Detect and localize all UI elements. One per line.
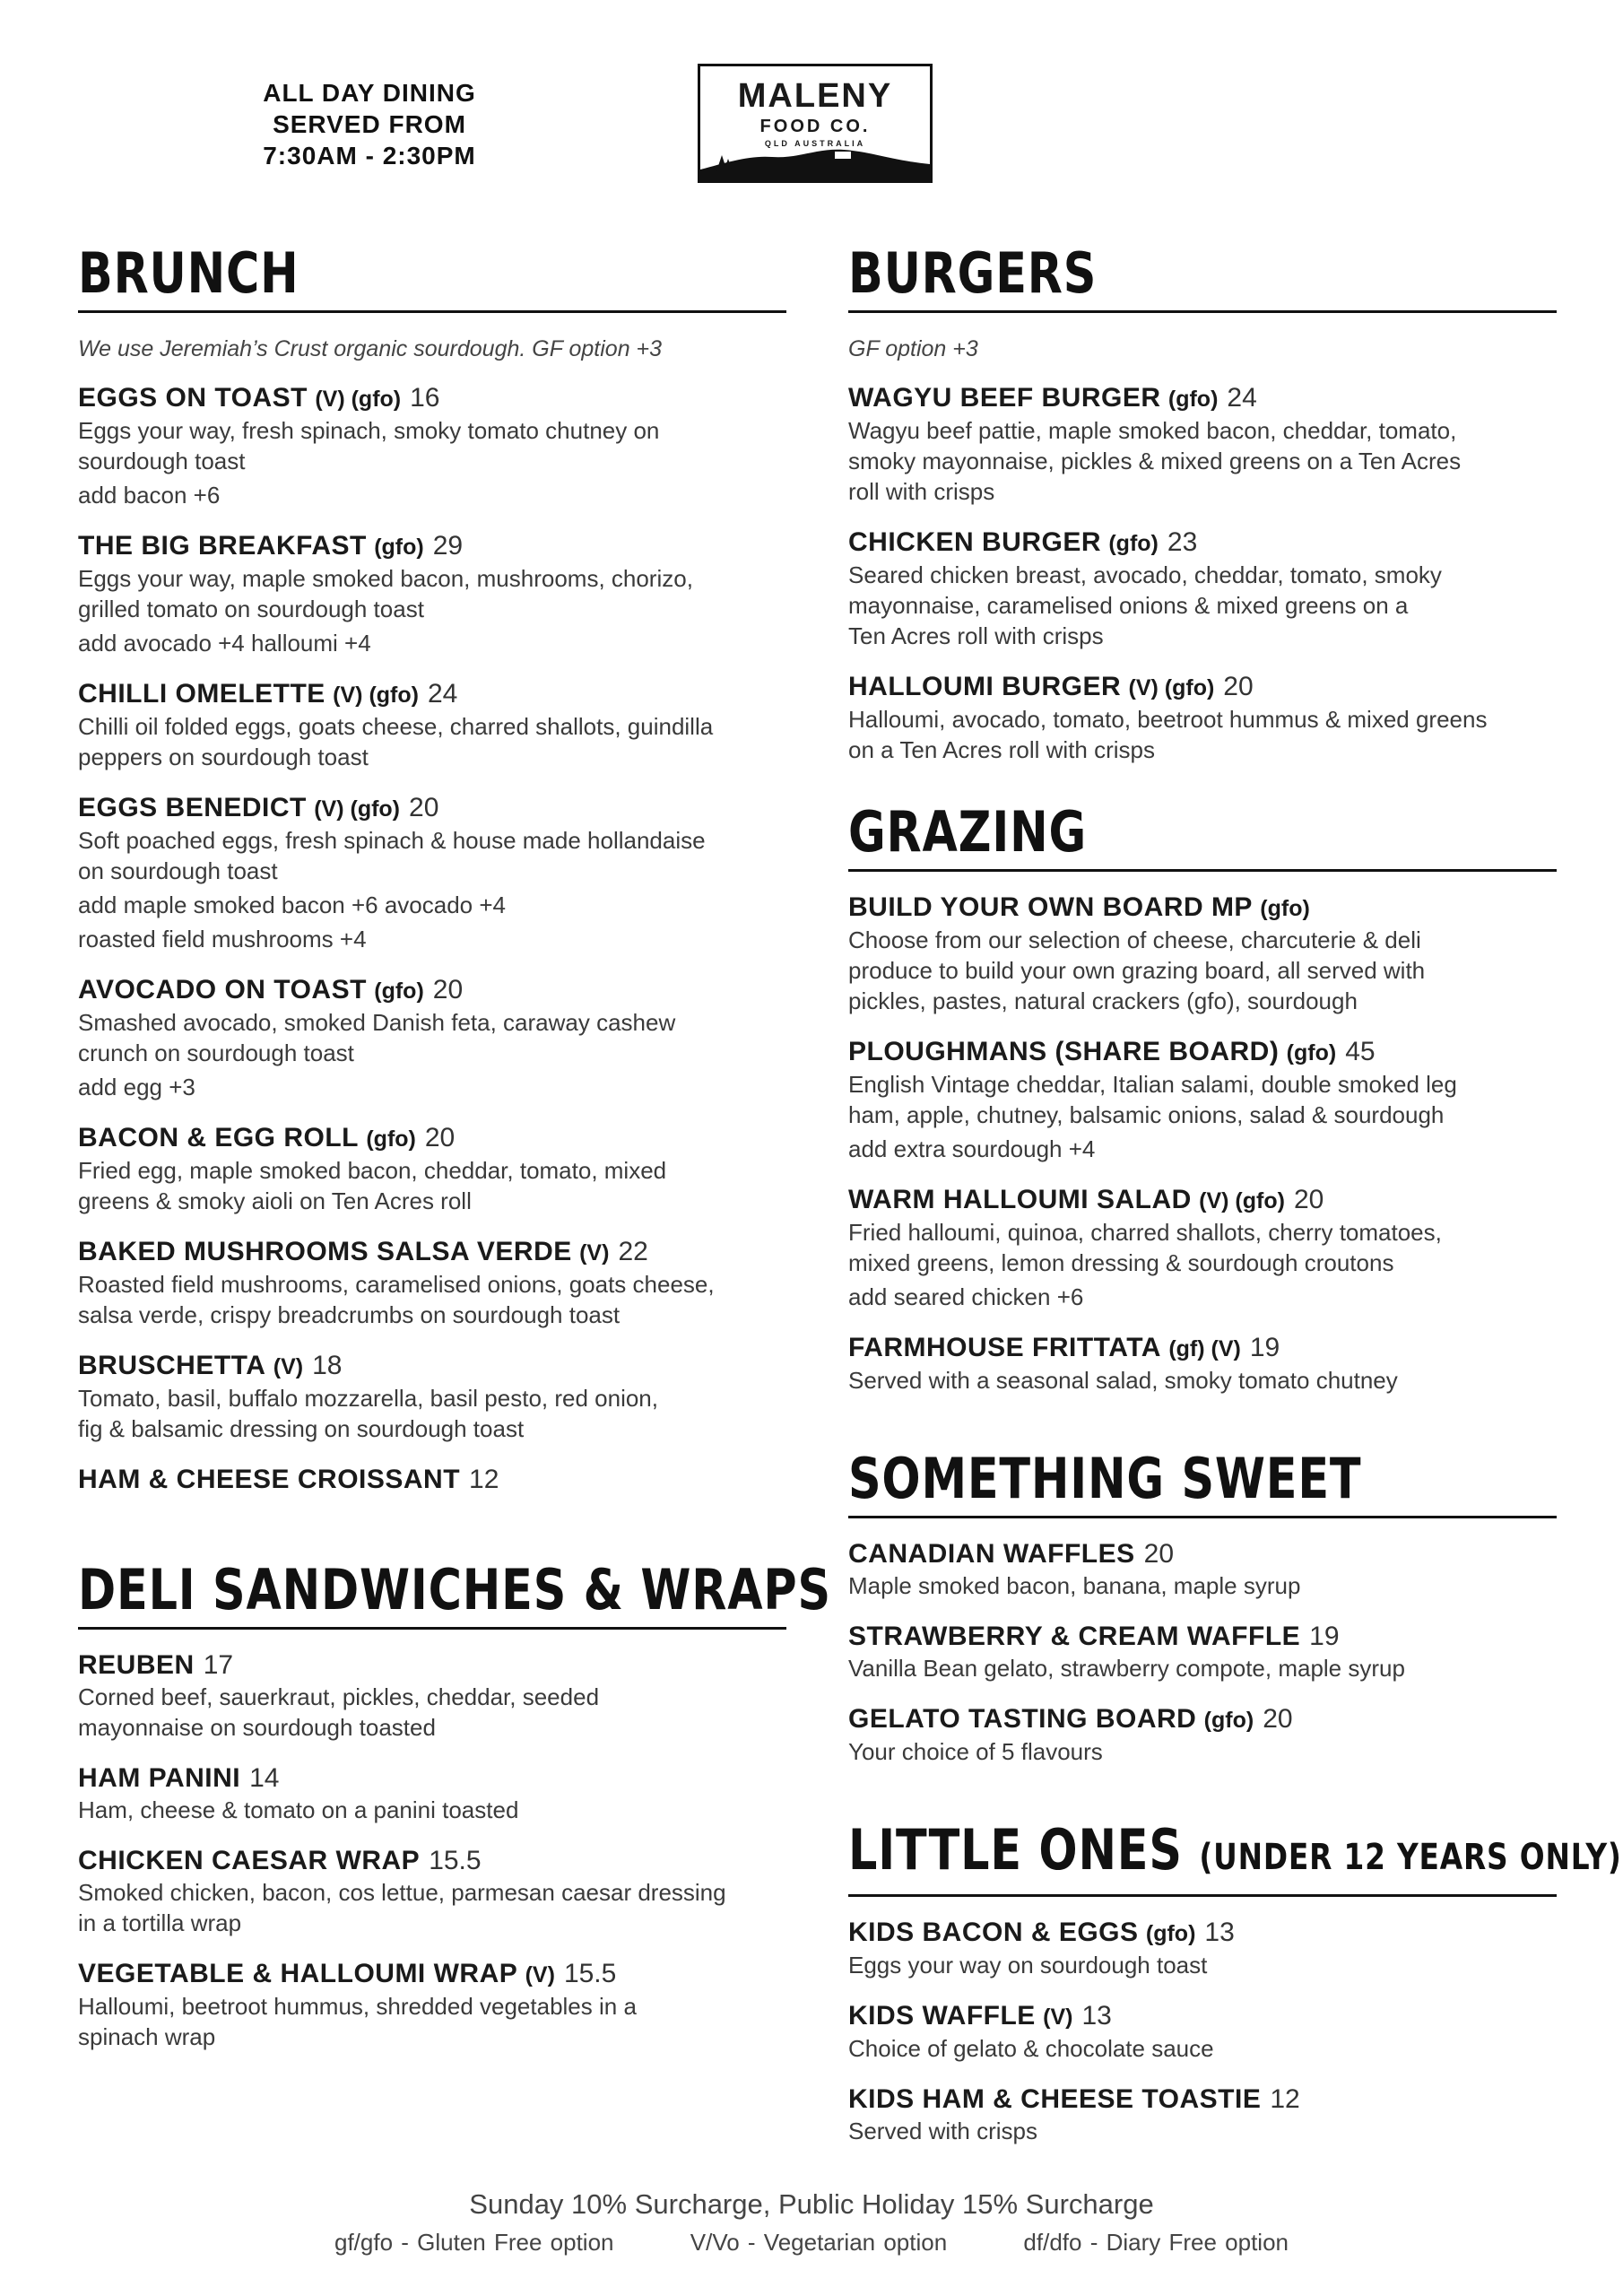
menu-item <box>848 1184 1557 1312</box>
section-title-text: LITTLE ONES <box>848 1817 1183 1883</box>
item-dietary-tags: (gfo) <box>1260 896 1310 921</box>
menu-item <box>78 1958 786 2052</box>
section-title <box>848 1448 1429 1510</box>
item-heading <box>848 1703 1557 1736</box>
item-add-on: roasted field mushrooms +4 <box>78 926 367 952</box>
section-brunch <box>78 242 786 1496</box>
item-dietary-tags: (V) <box>1043 2005 1073 2030</box>
item-heading <box>78 1845 786 1877</box>
item-dietary-tags: (V) <box>525 1962 555 1987</box>
item-heading <box>78 382 786 415</box>
item-dietary-tags: (gfo) <box>1203 1708 1254 1733</box>
cow-icon <box>835 152 851 159</box>
item-price: 17 <box>203 1650 234 1680</box>
section-title <box>848 801 1429 864</box>
hours-line: 7:30AM - 2:30PM <box>263 142 476 170</box>
item-heading <box>848 671 1557 704</box>
item-heading <box>848 1621 1557 1653</box>
section-subtitle: (UNDER 12 YEARS ONLY) <box>1199 1837 1622 1878</box>
item-dietary-tags: (V) (gfo) <box>1128 675 1215 700</box>
item-description: peppers on sourdough toast <box>78 744 369 770</box>
item-description: Choose from our selection of cheese, charcuterie & deli <box>848 926 1421 953</box>
section-note: GF option +3 <box>848 336 978 361</box>
item-description: greens & smoky aioli on Ten Acres roll <box>78 1187 472 1214</box>
item-name: HAM & CHEESE CROISSANT <box>78 1465 461 1494</box>
logo-sub: FOOD CO. <box>759 117 871 136</box>
item-dietary-tags: (gfo) <box>1167 387 1219 412</box>
item-description: Your choice of 5 flavours <box>848 1738 1103 1765</box>
logo-region: QLD AUSTRALIA <box>764 139 866 148</box>
item-description: Seared chicken breast, avocado, cheddar, tomato, smoky <box>848 561 1442 588</box>
item-description: mixed greens, lemon dressing & sourdough croutons <box>848 1249 1394 1276</box>
legend-vegetarian: V/Vo - Vegetarian option <box>690 2229 948 2256</box>
item-heading <box>78 1350 786 1383</box>
item-dietary-tags: (V) (gfo) <box>315 387 402 412</box>
menu-item <box>78 1845 786 1938</box>
section-title-text: BRUNCH <box>78 240 299 306</box>
item-price: 45 <box>1345 1037 1376 1066</box>
item-price: 20 <box>432 975 464 1004</box>
item-description: Ham, cheese & tomato on a panini toasted <box>78 1796 519 1823</box>
item-description: Served with a seasonal salad, smoky tomato chutney <box>848 1367 1398 1394</box>
menu-item <box>78 530 786 658</box>
item-description: salsa verde, crispy breadcrumbs on sourdough toast <box>78 1301 621 1328</box>
menu-item <box>78 1350 786 1444</box>
item-name: WAGYU BEEF BURGER <box>848 383 1161 413</box>
item-price: 12 <box>469 1465 499 1494</box>
item-heading <box>78 1236 786 1269</box>
item-price: 19 <box>1249 1333 1280 1362</box>
section-divider <box>848 1894 1557 1897</box>
item-dietary-tags: (gfo) <box>366 1126 416 1152</box>
item-description: fig & balsamic dressing on sourdough toast <box>78 1415 525 1442</box>
item-add-on: add avocado +4 halloumi +4 <box>78 630 371 657</box>
section-title <box>848 242 1429 305</box>
menu-item <box>848 2083 1557 2146</box>
item-description: on sourdough toast <box>78 857 278 884</box>
item-name: BAKED MUSHROOMS SALSA VERDE <box>78 1237 572 1266</box>
item-description: Halloumi, beetroot hummus, shredded vegetables in a <box>78 1993 637 2020</box>
section-divider <box>848 1516 1557 1518</box>
menu-item <box>78 1649 786 1743</box>
menu-item <box>848 891 1557 1016</box>
menu-item <box>78 382 786 510</box>
item-description: in a tortilla wrap <box>78 1909 242 1936</box>
section-something-sweet <box>848 1448 1557 1767</box>
item-description: Eggs your way, maple smoked bacon, mushrooms, chorizo, <box>78 565 693 592</box>
menu-item <box>78 1464 786 1496</box>
item-name: VEGETABLE & HALLOUMI WRAP <box>78 1959 518 1988</box>
item-name: AVOCADO ON TOAST <box>78 975 367 1004</box>
item-dietary-tags: (gfo) <box>1145 1921 1196 1946</box>
item-description: pickles, pastes, natural crackers (gfo), sourdough <box>848 987 1358 1014</box>
item-description: smoky mayonnaise, pickles & mixed greens on a Ten Acres <box>848 448 1462 474</box>
item-heading <box>78 1762 786 1795</box>
item-heading <box>78 1649 786 1682</box>
item-name: CHICKEN BURGER <box>848 527 1102 557</box>
item-heading <box>78 1464 786 1496</box>
item-price: 22 <box>618 1237 648 1266</box>
item-heading <box>848 526 1557 560</box>
menu-item <box>78 678 786 772</box>
item-description: Eggs your way, fresh spinach, smoky tomato chutney on <box>78 417 660 444</box>
menu-item <box>78 974 786 1102</box>
item-name: STRAWBERRY & CREAM WAFFLE <box>848 1622 1301 1651</box>
section-divider <box>848 869 1557 872</box>
item-price: 18 <box>312 1351 343 1380</box>
hours-line: SERVED FROM <box>273 110 466 138</box>
item-price: 20 <box>1143 1539 1175 1569</box>
item-name: HAM PANINI <box>78 1763 241 1793</box>
item-description: Halloumi, avocado, tomato, beetroot hummus & mixed greens <box>848 706 1488 733</box>
item-description: Ten Acres roll with crisps <box>848 622 1104 649</box>
item-heading <box>78 530 786 563</box>
item-price: 19 <box>1309 1622 1340 1651</box>
menu-item <box>848 1538 1557 1601</box>
item-price: 16 <box>410 383 440 413</box>
hours-line: ALL DAY DINING <box>263 79 476 107</box>
item-name: REUBEN <box>78 1650 195 1680</box>
menu-item <box>78 1762 786 1825</box>
section-title <box>78 1557 831 1622</box>
item-description: sourdough toast <box>78 448 246 474</box>
section-grazing <box>848 801 1557 1396</box>
item-dietary-tags: (V) (gfo) <box>1199 1188 1285 1213</box>
item-price: 20 <box>424 1123 456 1152</box>
item-description: Tomato, basil, buffalo mozzarella, basil pesto, red onion, <box>78 1385 658 1412</box>
item-description: Smoked chicken, bacon, cos lettue, parmesan caesar dressing <box>78 1879 726 1906</box>
section-divider <box>78 310 786 313</box>
item-name: KIDS HAM & CHEESE TOASTIE <box>848 2084 1262 2114</box>
item-description: Corned beef, sauerkraut, pickles, cheddar, seeded <box>78 1683 600 1710</box>
item-heading <box>78 974 786 1007</box>
menu-item <box>848 1621 1557 1683</box>
item-dietary-tags: (V) <box>273 1354 304 1379</box>
item-description: Soft poached eggs, fresh spinach & house made hollandaise <box>78 827 706 854</box>
item-dietary-tags: (V) <box>579 1240 610 1265</box>
item-dietary-tags: (gfo) <box>374 978 424 1004</box>
menu-item <box>848 1703 1557 1767</box>
item-price: 20 <box>1263 1704 1293 1734</box>
item-heading <box>848 891 1557 925</box>
section-burgers <box>848 242 1557 765</box>
menu-item <box>848 382 1557 507</box>
item-description: Vanilla Bean gelato, strawberry compote, maple syrup <box>848 1655 1405 1682</box>
menu-item <box>78 1236 786 1330</box>
item-description: Fried halloumi, quinoa, charred shallots, cherry tomatoes, <box>848 1219 1442 1246</box>
item-price: 15.5 <box>563 1959 617 1988</box>
item-add-on: add seared chicken +6 <box>848 1283 1084 1310</box>
item-name: CHICKEN CAESAR WRAP <box>78 1846 421 1875</box>
item-description: spinach wrap <box>78 2023 216 2050</box>
menu-item <box>848 2000 1557 2064</box>
item-heading <box>848 1036 1557 1069</box>
item-description: Maple smoked bacon, banana, maple syrup <box>848 1572 1301 1599</box>
item-description: grilled tomato on sourdough toast <box>78 596 424 622</box>
section-title-text: BURGERS <box>848 240 1098 306</box>
item-add-on: add extra sourdough +4 <box>848 1135 1096 1162</box>
logo-name: MALENY <box>737 77 893 115</box>
section-title-text: DELI SANDWICHES & WRAPS <box>78 1557 831 1622</box>
item-heading <box>848 1332 1557 1365</box>
item-price: 12 <box>1270 2084 1300 2114</box>
item-description: Choice of gelato & chocolate sauce <box>848 2035 1214 2062</box>
item-dietary-tags: (gfo) <box>1286 1040 1337 1065</box>
item-name: BUILD YOUR OWN BOARD MP <box>848 892 1253 922</box>
menu-item <box>848 1036 1557 1164</box>
item-name: BACON & EGG ROLL <box>78 1123 359 1152</box>
item-price: 24 <box>1227 383 1257 413</box>
item-price: 23 <box>1167 527 1198 557</box>
item-name: BRUSCHETTA <box>78 1351 266 1380</box>
item-heading <box>848 1538 1557 1570</box>
menu-item <box>78 792 786 954</box>
menu-item <box>848 1917 1557 1980</box>
item-dietary-tags: (V) (gfo) <box>314 796 401 822</box>
item-name: KIDS BACON & EGGS <box>848 1918 1139 1947</box>
item-heading <box>78 1958 786 1991</box>
item-name: EGGS ON TOAST <box>78 383 308 413</box>
item-add-on: add bacon +6 <box>78 482 221 509</box>
item-name: HALLOUMI BURGER <box>848 672 1122 701</box>
item-description: Eggs your way on sourdough toast <box>848 1952 1208 1979</box>
section-little-ones <box>848 1817 1622 2146</box>
section-title-text: GRAZING <box>848 799 1088 865</box>
item-price: 20 <box>1223 672 1254 701</box>
item-description: Roasted field mushrooms, caramelised onions, goats cheese, <box>78 1271 715 1298</box>
item-name: WARM HALLOUMI SALAD <box>848 1185 1192 1214</box>
section-divider <box>78 1627 786 1630</box>
item-dietary-tags: (V) (gfo) <box>333 683 419 708</box>
item-add-on: add maple smoked bacon +6 avocado +4 <box>78 891 507 918</box>
item-heading <box>78 678 786 711</box>
left-column <box>78 240 831 2052</box>
item-dietary-tags: (gfo) <box>374 535 424 560</box>
item-description: produce to build your own grazing board, all served with <box>848 957 1426 984</box>
section-deli <box>78 1557 831 2052</box>
item-heading <box>848 2000 1557 2033</box>
landscape-icon <box>700 144 930 180</box>
item-add-on: add egg +3 <box>78 1074 195 1100</box>
item-price: 13 <box>1204 1918 1235 1947</box>
item-name: CHILLI OMELETTE <box>78 679 325 709</box>
item-description: on a Ten Acres roll with crisps <box>848 736 1155 763</box>
dietary-legend <box>0 2229 1623 2257</box>
menu-item <box>848 526 1557 651</box>
surcharge-note: Sunday 10% Surcharge, Public Holiday 15% Surcharge <box>469 2188 1154 2220</box>
item-price: 15.5 <box>429 1846 482 1875</box>
item-description: Fried egg, maple smoked bacon, cheddar, tomato, mixed <box>78 1157 667 1184</box>
item-name: EGGS BENEDICT <box>78 793 307 822</box>
section-note: We use Jeremiah’s Crust organic sourdough. GF option +3 <box>78 336 663 361</box>
item-description: Smashed avocado, smoked Danish feta, caraway cashew <box>78 1009 676 1036</box>
section-divider <box>848 310 1557 313</box>
brand-logo <box>698 64 933 183</box>
legend-gluten-free: gf/gfo - Gluten Free option <box>334 2229 614 2256</box>
item-name: CANADIAN WAFFLES <box>848 1539 1135 1569</box>
section-title-text: SOMETHING SWEET <box>848 1446 1362 1511</box>
item-description: ham, apple, chutney, balsamic onions, salad & sourdough <box>848 1101 1445 1128</box>
item-name: PLOUGHMANS (SHARE BOARD) <box>848 1037 1280 1066</box>
item-heading <box>848 1917 1557 1950</box>
item-price: 20 <box>409 793 439 822</box>
item-description: mayonnaise on sourdough toasted <box>78 1714 436 1741</box>
item-price: 20 <box>1293 1185 1324 1214</box>
right-column <box>848 240 1622 2146</box>
item-heading <box>848 2083 1557 2116</box>
item-description: Wagyu beef pattie, maple smoked bacon, cheddar, tomato, <box>848 417 1457 444</box>
item-heading <box>78 1122 786 1155</box>
serving-hours <box>235 77 504 171</box>
item-name: KIDS WAFFLE <box>848 2001 1036 2031</box>
item-dietary-tags: (gf) (V) <box>1168 1336 1241 1361</box>
menu-item <box>848 671 1557 765</box>
item-description: roll with crisps <box>848 478 995 505</box>
item-price: 13 <box>1081 2001 1112 2031</box>
menu-item <box>78 1122 786 1216</box>
item-price: 24 <box>427 679 458 709</box>
section-title <box>848 1817 1622 1889</box>
item-description: Chilli oil folded eggs, goats cheese, charred shallots, guindilla <box>78 713 714 740</box>
item-dietary-tags: (gfo) <box>1108 531 1159 556</box>
section-title <box>78 242 659 305</box>
item-name: GELATO TASTING BOARD <box>848 1704 1197 1734</box>
item-heading <box>848 1184 1557 1217</box>
legend-dairy-free: df/dfo - Diary Free option <box>1023 2229 1289 2256</box>
item-heading <box>848 382 1557 415</box>
item-description: crunch on sourdough toast <box>78 1039 354 1066</box>
item-name: THE BIG BREAKFAST <box>78 531 367 561</box>
item-price: 29 <box>432 531 464 561</box>
item-price: 14 <box>249 1763 280 1793</box>
item-name: FARMHOUSE FRITTATA <box>848 1333 1161 1362</box>
item-description: English Vintage cheddar, Italian salami, double smoked leg <box>848 1071 1457 1098</box>
menu-item <box>848 1332 1557 1396</box>
item-heading <box>78 792 786 825</box>
item-description: mayonnaise, caramelised onions & mixed greens on a <box>848 592 1409 619</box>
item-description: Served with crisps <box>848 2118 1037 2144</box>
